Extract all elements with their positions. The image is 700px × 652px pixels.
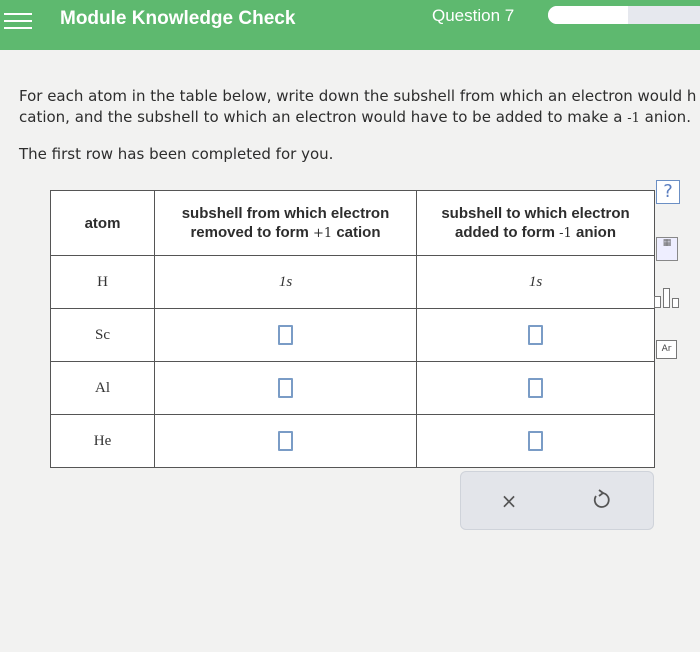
data-chart-icon[interactable]	[654, 286, 680, 308]
added-subshell-input[interactable]	[528, 431, 543, 451]
table-row	[51, 309, 655, 362]
question-label: Question 7	[432, 6, 515, 25]
undo-icon[interactable]	[590, 488, 614, 512]
removed-subshell-input[interactable]	[278, 431, 293, 451]
instruction-line-2: cation, and the subshell to which an electron would have to be added to make a	[19, 108, 628, 126]
progress-fill	[548, 6, 628, 24]
added-subshell-value: 1s	[417, 256, 655, 309]
periodic-table-icon[interactable]: Ar	[656, 340, 677, 359]
added-subshell-input[interactable]	[528, 325, 543, 345]
removed-subshell-cell	[155, 415, 417, 468]
instructions	[19, 86, 696, 129]
header-added	[417, 191, 655, 256]
instruction-line-1: For each atom in the table below, write down the subshell from which an electron would h	[19, 87, 697, 105]
cation-charge: +1	[313, 225, 333, 241]
help-icon[interactable]: ?	[656, 180, 680, 204]
atom-cell: Sc	[51, 309, 155, 362]
header-removed-line2: removed to form	[190, 223, 313, 241]
action-bar	[460, 471, 654, 530]
table-row	[51, 415, 655, 468]
subshell-table	[50, 190, 655, 468]
table-row	[51, 256, 655, 309]
anion-charge-header: -1	[559, 225, 572, 241]
header-added-line1: subshell to which electron	[441, 204, 630, 222]
clear-button[interactable]: ×	[500, 489, 518, 513]
calculator-icon[interactable]: ▦	[656, 237, 678, 261]
added-subshell-input[interactable]	[528, 378, 543, 398]
header-atom: atom	[51, 191, 155, 256]
atom-cell: Al	[51, 362, 155, 415]
instruction-line-2-end: anion.	[639, 108, 691, 126]
table-row	[51, 362, 655, 415]
removed-subshell-cell	[155, 362, 417, 415]
header-added-line2-end: anion	[571, 223, 616, 241]
top-bar	[0, 0, 700, 50]
first-row-note: The first row has been completed for you.	[19, 145, 334, 163]
added-subshell-cell	[417, 415, 655, 468]
added-subshell-cell	[417, 362, 655, 415]
removed-subshell-input[interactable]	[278, 325, 293, 345]
added-subshell-cell	[417, 309, 655, 362]
header-removed-line2-end: cation	[332, 223, 381, 241]
removed-subshell-value: 1s	[155, 256, 417, 309]
header-added-line2: added to form	[454, 223, 560, 241]
header-removed-line1: subshell from which electron	[181, 204, 390, 222]
menu-icon[interactable]	[4, 10, 32, 32]
anion-charge: -1	[627, 111, 640, 126]
progress-bar	[548, 6, 700, 24]
removed-subshell-cell	[155, 309, 417, 362]
removed-subshell-input[interactable]	[278, 378, 293, 398]
atom-cell: He	[51, 415, 155, 468]
atom-cell: H	[51, 256, 155, 309]
header-removed	[155, 191, 417, 256]
app-title: Module Knowledge Check	[60, 8, 296, 29]
